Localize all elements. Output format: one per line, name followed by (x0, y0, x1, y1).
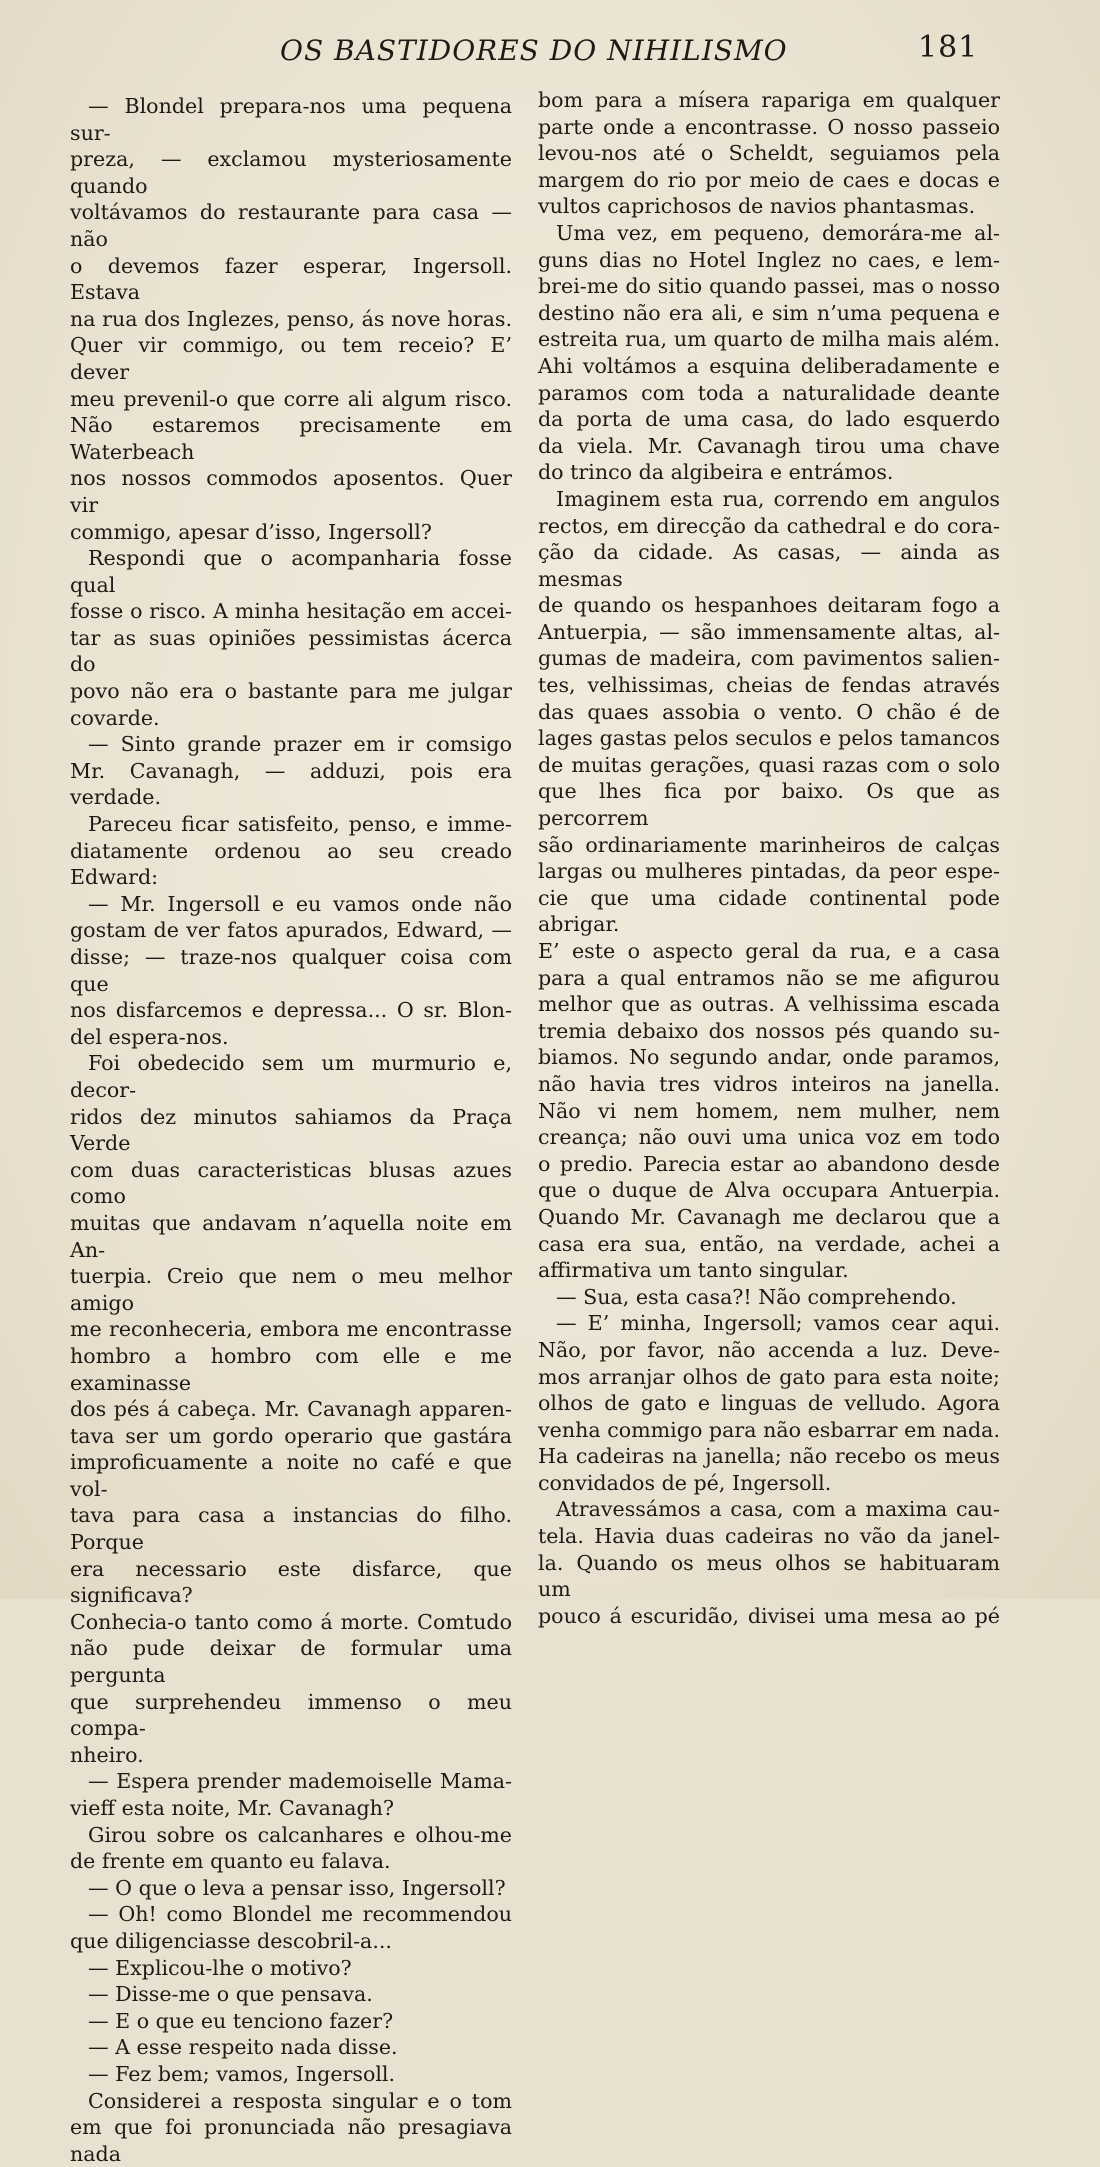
text-line: creança; não ouvi uma unica voz em todo (538, 1125, 1000, 1150)
text-line: gumas de madeira, com pavimentos salien- (538, 646, 1000, 671)
text-line: o devemos fazer esperar, Ingersoll. Estava (70, 253, 512, 305)
text-line: Não vi nem homem, nem mulher, nem (538, 1098, 1000, 1123)
text-line: mos arranjar olhos de gato para esta noite; (538, 1364, 1000, 1389)
text-line: — Blondel prepara-nos uma pequena sur- (70, 94, 512, 145)
text-line: o predio. Parecia estar ao abandono desde (538, 1151, 1000, 1176)
text-line: largas ou mulheres pintadas, da peor espe- (538, 859, 1000, 884)
text-line: Quer vir commigo, ou tem receio? E’ dever (70, 333, 512, 384)
text-line: nheiro. (70, 1742, 144, 1767)
text-line: olhos de gato e linguas de velludo. Agora (538, 1391, 1000, 1416)
text-line: — Mr. Ingersoll e eu vamos onde não (88, 891, 512, 916)
text-line: — Oh! como Blondel me recommendou (88, 1902, 512, 1927)
text-line: tava ser um gordo operario que gastára (70, 1423, 512, 1448)
text-line: brei-me do sitio quando passei, mas o nosso (538, 274, 1000, 299)
text-line: lages gastas pelos seculos e pelos tamancos (538, 726, 1000, 751)
text-line: da viela. Mr. Cavanagh tirou uma chave (538, 433, 1000, 458)
text-line: tuerpia. Creio que nem o meu melhor amigo (70, 1264, 512, 1315)
text-line: — A esse respeito nada disse. (88, 2035, 398, 2060)
text-line: commigo, apesar d’isso, Ingersoll? (70, 519, 432, 544)
text-line: vieff esta noite, Mr. Cavanagh? (70, 1796, 394, 1820)
text-line: — Espera prender mademoiselle Mama- (88, 1769, 512, 1794)
text-line: me reconheceria, embora me encontrasse (70, 1317, 512, 1342)
text-line: diatamente ordenou ao seu creado Edward: (70, 838, 512, 890)
running-head (0, 30, 1100, 74)
text-line: del espera-nos. (70, 1024, 229, 1049)
text-line: das quaes assobia o vento. O chão é de (538, 699, 1000, 724)
text-line: preza, — exclamou mysteriosamente quando (70, 147, 512, 198)
text-line: — Sua, esta casa?! Não comprehendo. (556, 1284, 957, 1309)
text-line: não pude deixar de formular uma pergunta (70, 1636, 512, 1688)
text-line: la. Quando os meus olhos se habituaram um (538, 1550, 1000, 1602)
text-line: com duas caracteristicas blusas azues como (70, 1157, 512, 1209)
text-line: tava para casa a instancias do filho. Porque (70, 1503, 512, 1555)
text-line: — Explicou-lhe o motivo? (88, 1955, 352, 1980)
text-line: tar as suas opiniões pessimistas ácerca do (70, 625, 512, 677)
text-line: — E’ minha, Ingersoll; vamos cear aqui. (556, 1311, 1000, 1336)
text-line: são ordinariamente marinheiros de calças (538, 832, 1000, 857)
text-line: — Fez bem; vamos, Ingersoll. (88, 2061, 396, 2086)
text-line: hombro a hombro com elle e me examinasse (70, 1343, 512, 1395)
text-line: nos nossos commodos aposentos. Quer vir (70, 466, 512, 517)
text-line: Não estaremos precisamente em Waterbeach (70, 413, 512, 464)
text-line: levou-nos até o Scheldt, seguiamos pela (538, 141, 1000, 166)
text-line: — E o que eu tenciono fazer? (88, 2008, 394, 2033)
text-line: não havia tres vidros inteiros na janella. (538, 1071, 1000, 1096)
text-line: que surprehendeu immenso o meu compa- (70, 1689, 512, 1741)
text-line: covarde. (70, 705, 160, 730)
text-line: Atravessámos a casa, com a maxima cau- (556, 1497, 1000, 1522)
text-line: cie que uma cidade continental pode abrigar. (538, 885, 1000, 937)
text-line: para a qual entramos não se me afigurou (538, 965, 1000, 990)
text-line: E’ este o aspecto geral da rua, e a casa (538, 939, 1000, 963)
text-line: Ha cadeiras na janella; não recebo os meus (538, 1444, 1000, 1469)
text-line: tela. Havia duas cadeiras no vão da janel- (538, 1524, 1000, 1549)
text-line: affirmativa um tanto singular. (538, 1258, 849, 1283)
text-line: Conhecia-o tanto como á morte. Comtudo (70, 1609, 512, 1634)
text-line: Imaginem esta rua, correndo em angulos (556, 486, 1000, 511)
text-line: tes, velhissimas, cheias de fendas através (538, 673, 1000, 698)
text-line: ridos dez minutos sahiamos da Praça Verde (70, 1104, 512, 1156)
text-line: pouco á escuridão, divisei uma mesa ao pé (538, 1603, 1000, 1628)
text-line: ção da cidade. As casas, — ainda as mesmas (538, 540, 1000, 591)
text-line: que o duque de Alva occupara Antuerpia. (538, 1178, 1000, 1203)
text-line: — Disse-me o que pensava. (88, 1982, 373, 2007)
text-line: disse; — traze-nos qualquer coisa com que (70, 945, 512, 996)
text-line: rectos, em direcção da cathedral e do cora- (538, 513, 1000, 538)
text-line: Pareceu ficar satisfeito, penso, e imme- (88, 812, 512, 837)
text-line: dos pés á cabeça. Mr. Cavanagh apparen- (70, 1397, 512, 1422)
text-line: que lhes fica por baixo. Os que as percorrem (538, 779, 1000, 831)
text-line: Ahi voltámos a esquina deliberadamente e (538, 353, 1000, 378)
text-line: de frente em quanto eu falava. (70, 1849, 391, 1874)
text-line: bom para a mísera rapariga em qualquer (538, 88, 1000, 112)
text-line: do trinco da algibeira e entrámos. (538, 460, 894, 485)
text-line: biamos. No segundo andar, onde paramos, (538, 1045, 1000, 1070)
text-line: de muitas gerações, quasi razas com o solo (538, 752, 1000, 777)
text-line: em que foi pronunciada não presagiava nada (70, 2115, 512, 2166)
text-line: Antuerpia, — são immensamente altas, al- (538, 619, 1000, 644)
text-line: fosse o risco. A minha hesitação em accei- (70, 599, 512, 624)
text-line: muitas que andavam n’aquella noite em An- (70, 1210, 512, 1262)
text-line: — Sinto grande prazer em ir comsigo (88, 732, 512, 757)
text-line: meu prevenil-o que corre ali algum risco. (70, 386, 512, 411)
text-line: vultos caprichosos de navios phantasmas. (538, 194, 976, 219)
text-line: Não, por favor, não accenda a luz. Deve- (538, 1337, 1000, 1362)
text-line: Mr. Cavanagh, — adduzi, pois era verdade. (70, 758, 512, 810)
text-line: melhor que as outras. A velhissima escada (538, 992, 1000, 1017)
text-line: Girou sobre os calcanhares e olhou-me (88, 1822, 512, 1847)
text-line: voltávamos do restaurante para casa — não (70, 200, 512, 251)
text-line: venha commigo para não esbarrar em nada. (538, 1417, 1000, 1442)
text-line: Uma vez, em pequeno, demorára-me al- (556, 220, 1000, 245)
text-line: estreita rua, um quarto de milha mais além. (538, 327, 1000, 352)
text-line: convidados de pé, Ingersoll. (538, 1470, 832, 1495)
text-line: era necessario este disfarce, que significava? (70, 1556, 512, 1608)
text-line: tremia debaixo dos nossos pés quando su- (538, 1018, 1000, 1043)
text-line: gostam de ver fatos apurados, Edward, — (70, 918, 512, 943)
text-line: na rua dos Inglezes, penso, ás nove horas. (70, 306, 512, 331)
right-column (538, 87, 1000, 1629)
text-line: parte onde a encontrasse. O nosso passeio (538, 114, 1000, 139)
text-line: povo não era o bastante para me julgar (70, 679, 512, 704)
text-line: margem do rio por meio de caes e docas e (538, 167, 1000, 192)
text-line: Considerei a resposta singular e o tom (88, 2088, 512, 2113)
text-line: improficuamente a noite no café e que vol- (70, 1450, 512, 1501)
text-line: nos disfarcemos e depressa... O sr. Blon- (70, 998, 512, 1023)
text-line: Respondi que o acompanharia fosse qual (70, 546, 512, 597)
left-column (70, 93, 512, 2167)
text-line: destino não era ali, e sim n’uma pequena e (538, 300, 1000, 325)
text-line: da porta de uma casa, do lado esquerdo (538, 407, 1000, 432)
text-line: guns dias no Hotel Inglez no caes, e lem- (538, 247, 1000, 272)
page-number: 181 (918, 30, 979, 65)
text-line: que diligenciasse descobril-a... (70, 1928, 392, 1953)
text-line: casa era sua, então, na verdade, achei a (538, 1231, 1000, 1256)
text-line: — O que o leva a pensar isso, Ingersoll? (88, 1875, 506, 1900)
text-line: de quando os hespanhoes deitaram fogo a (538, 593, 1000, 618)
running-title: OS BASTIDORES DO NIHILISMO (280, 34, 788, 67)
text-line: Quando Mr. Cavanagh me declarou que a (538, 1204, 1000, 1229)
text-line: paramos com toda a naturalidade deante (538, 380, 1000, 405)
text-line: Foi obedecido sem um murmurio e, decor- (70, 1051, 512, 1102)
